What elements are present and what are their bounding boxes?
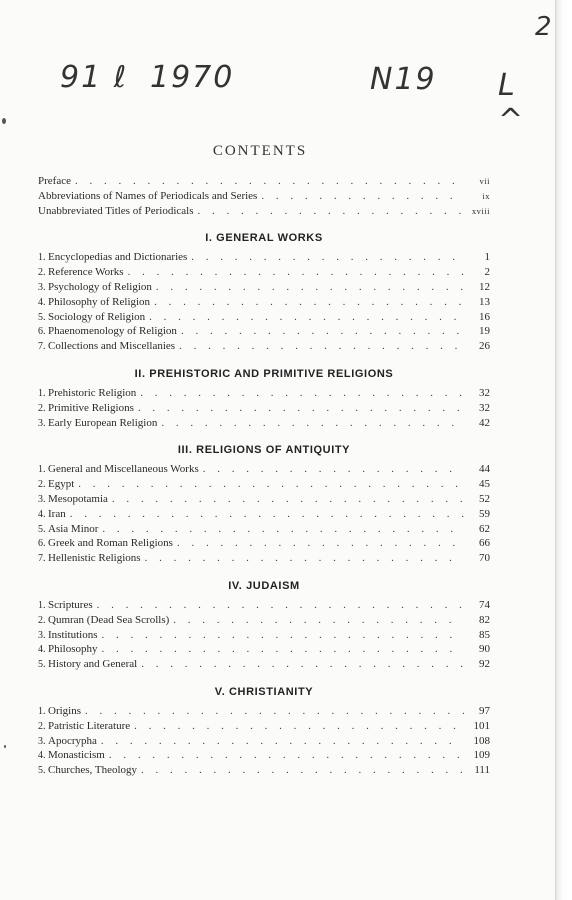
toc-entry [38,416,490,431]
toc-entry [38,401,490,416]
entry-number: 5. [38,659,46,671]
dot-leader [149,310,464,325]
toc-entry [38,598,490,613]
entry-title: Collections and Miscellanies [48,340,176,353]
entry-page-number: 111 [474,764,490,777]
handwritten-corner-mark: 2 [535,12,552,42]
toc-entry [38,551,490,566]
entry-page-number: 13 [479,295,490,308]
entry-page-number: 74 [479,598,490,611]
section-heading: IV. JUDAISM [228,579,300,592]
entry-page-number: 44 [479,463,490,476]
dot-leader [112,492,464,507]
entry-page-number: 52 [479,492,490,505]
toc-entry [38,522,490,537]
toc-entry [38,613,490,628]
entry-title: Churches, Theology [48,764,138,777]
entry-page-number: 109 [473,749,490,762]
dot-leader [203,462,464,477]
entry-page-number: 85 [479,628,490,641]
dot-leader [70,507,464,522]
section-heading: V. CHRISTIANITY [214,685,314,698]
entry-page-number: 42 [479,416,490,429]
entry-number: 7. [38,341,46,353]
dot-leader [78,477,464,492]
entry-number: 1. [38,599,46,611]
entry-title: Philosophy of Religion [48,295,151,308]
entry-page-number: 97 [479,704,490,717]
toc-entry [38,295,490,310]
entry-number: 1. [38,705,46,717]
entry-title: Qumran (Dead Sea Scrolls) [48,613,170,626]
handwritten-call-number-3: N19 [370,62,437,97]
dot-leader [75,174,464,189]
toc-entry [38,462,490,477]
entry-number: 5. [38,311,46,323]
entry-title: Abbreviations of Names of Periodicals and Series [38,189,258,202]
toc-entry [38,265,490,280]
toc-entry [38,748,490,763]
entry-title: Mesopotamia [48,492,108,505]
entry-number: 2. [38,267,46,279]
toc-entry [38,719,490,734]
entry-number: 2. [38,402,46,414]
entry-number: 3. [38,735,46,747]
entry-number: 4. [38,296,46,308]
toc-entry [38,763,490,778]
section-heading: II. PREHISTORIC AND PRIMITIVE RELIGIONS [134,367,394,380]
entry-page-number: 66 [479,537,490,550]
page-edge [555,0,572,900]
entry-page-number: ix [482,190,490,201]
entry-number: 3. [38,417,46,429]
entry-number: 5. [38,765,46,777]
entry-title: Preface [38,175,71,187]
handwritten-call-number-1: 91 ℓ [60,60,129,95]
entry-title: Sociology of Religion [48,310,146,323]
entry-page-number: 2 [484,266,490,279]
entry-title: General and Miscellaneous Works [48,463,199,476]
toc-entry [38,280,490,295]
entry-page-number: 32 [479,386,490,399]
toc-entry [38,642,490,657]
entry-page-number: 19 [479,325,490,338]
entry-number: 6. [38,326,46,338]
dot-leader [191,250,464,265]
entry-title: Unabbreviated Titles of Periodicals [38,204,194,217]
entry-page-number: 26 [479,340,490,353]
entry-page-number: 16 [479,310,490,323]
dot-leader [156,280,464,295]
entry-page-number: 59 [479,507,490,520]
dot-leader [102,522,464,537]
entry-title: Asia Minor [48,522,99,535]
dot-leader [179,339,464,354]
section-heading: I. GENERAL WORKS [205,232,323,245]
entry-title: Encyclopedias and Dictionaries [48,251,188,264]
entry-number: 1. [38,387,46,399]
dot-leader [97,598,464,613]
dot-leader [138,401,464,416]
toc-entry [38,250,490,265]
entry-title: Iran [48,507,66,520]
entry-page-number: 101 [473,719,490,732]
entry-title: Primitive Religions [48,401,134,414]
toc-entry [38,704,490,719]
toc-entry [38,174,490,189]
table-of-contents [38,174,490,778]
entry-page-number: 108 [473,734,490,747]
dot-leader [102,628,464,643]
entry-title: Origins [48,704,81,717]
dot-leader [109,748,464,763]
entry-number: 4. [38,644,46,656]
toc-entry [38,339,490,354]
scan-speck [4,745,6,748]
entry-number: 3. [38,629,46,641]
section-heading: III. RELIGIONS OF ANTIQUITY [177,444,351,457]
scan-speck [2,118,6,124]
entry-title: Psychology of Religion [48,280,152,293]
entry-title: Scriptures [48,598,93,611]
entry-page-number: 82 [479,613,490,626]
entry-number: 1. [38,464,46,476]
toc-entry [38,386,490,401]
entry-title: Reference Works [48,266,124,279]
entry-title: Apocrypha [48,734,97,747]
toc-entry [38,734,490,749]
entry-number: 2. [38,614,46,626]
entry-page-number: vii [479,176,490,186]
entry-number: 3. [38,281,46,293]
entry-number: 1. [38,252,46,264]
dot-leader [141,763,464,778]
entry-page-number: 62 [479,522,490,535]
entry-page-number: 45 [479,478,490,491]
entry-page-number: xviii [471,205,490,216]
entry-page-number: 70 [479,552,490,565]
toc-entry [38,310,490,325]
dot-leader [128,265,464,280]
entry-title: Greek and Roman Religions [48,537,173,550]
toc-entry [38,324,490,339]
dot-leader [101,734,464,749]
entry-page-number: 1 [484,251,490,264]
dot-leader [134,719,464,734]
entry-title: Egypt [48,478,75,491]
dot-leader [173,613,464,628]
toc-entry [38,477,490,492]
entry-title: Patristic Literature [48,719,131,732]
toc-entry [38,189,490,204]
toc-entry [38,536,490,551]
dot-leader [154,295,464,310]
contents-heading: CONTENTS [212,143,308,159]
entry-number: 4. [38,750,46,762]
entry-number: 3. [38,493,46,505]
entry-number: 7. [38,553,46,565]
entry-title: Monasticism [48,749,105,762]
toc-entry [38,628,490,643]
entry-title: Philosophy [48,643,98,656]
entry-title: Phaenomenology of Religion [48,325,177,338]
dot-leader [85,704,464,719]
dot-leader [161,416,464,431]
entry-title: Institutions [48,628,98,641]
entry-page-number: 12 [479,280,490,293]
handwritten-call-number-4: L ^ [498,68,528,138]
toc-entry [38,492,490,507]
toc-entry [38,507,490,522]
dot-leader [102,642,464,657]
dot-leader [145,551,464,566]
dot-leader [261,189,464,204]
entry-number: 6. [38,538,46,550]
entry-number: 4. [38,508,46,520]
dot-leader [198,204,464,219]
dot-leader [141,657,464,672]
entry-number: 2. [38,479,46,491]
entry-title: Prehistoric Religion [48,386,137,399]
entry-title: Early European Religion [48,416,158,429]
entry-title: Hellenistic Religions [48,552,141,565]
dot-leader [181,324,464,339]
toc-entry [38,657,490,672]
entry-page-number: 92 [479,658,490,671]
entry-number: 5. [38,523,46,535]
dot-leader [177,536,464,551]
handwritten-call-number-2: 1970 [150,60,235,95]
dot-leader [140,386,464,401]
toc-entry [38,204,490,219]
entry-page-number: 90 [479,643,490,656]
entry-number: 2. [38,720,46,732]
entry-title: History and General [48,658,138,671]
entry-page-number: 32 [479,401,490,414]
